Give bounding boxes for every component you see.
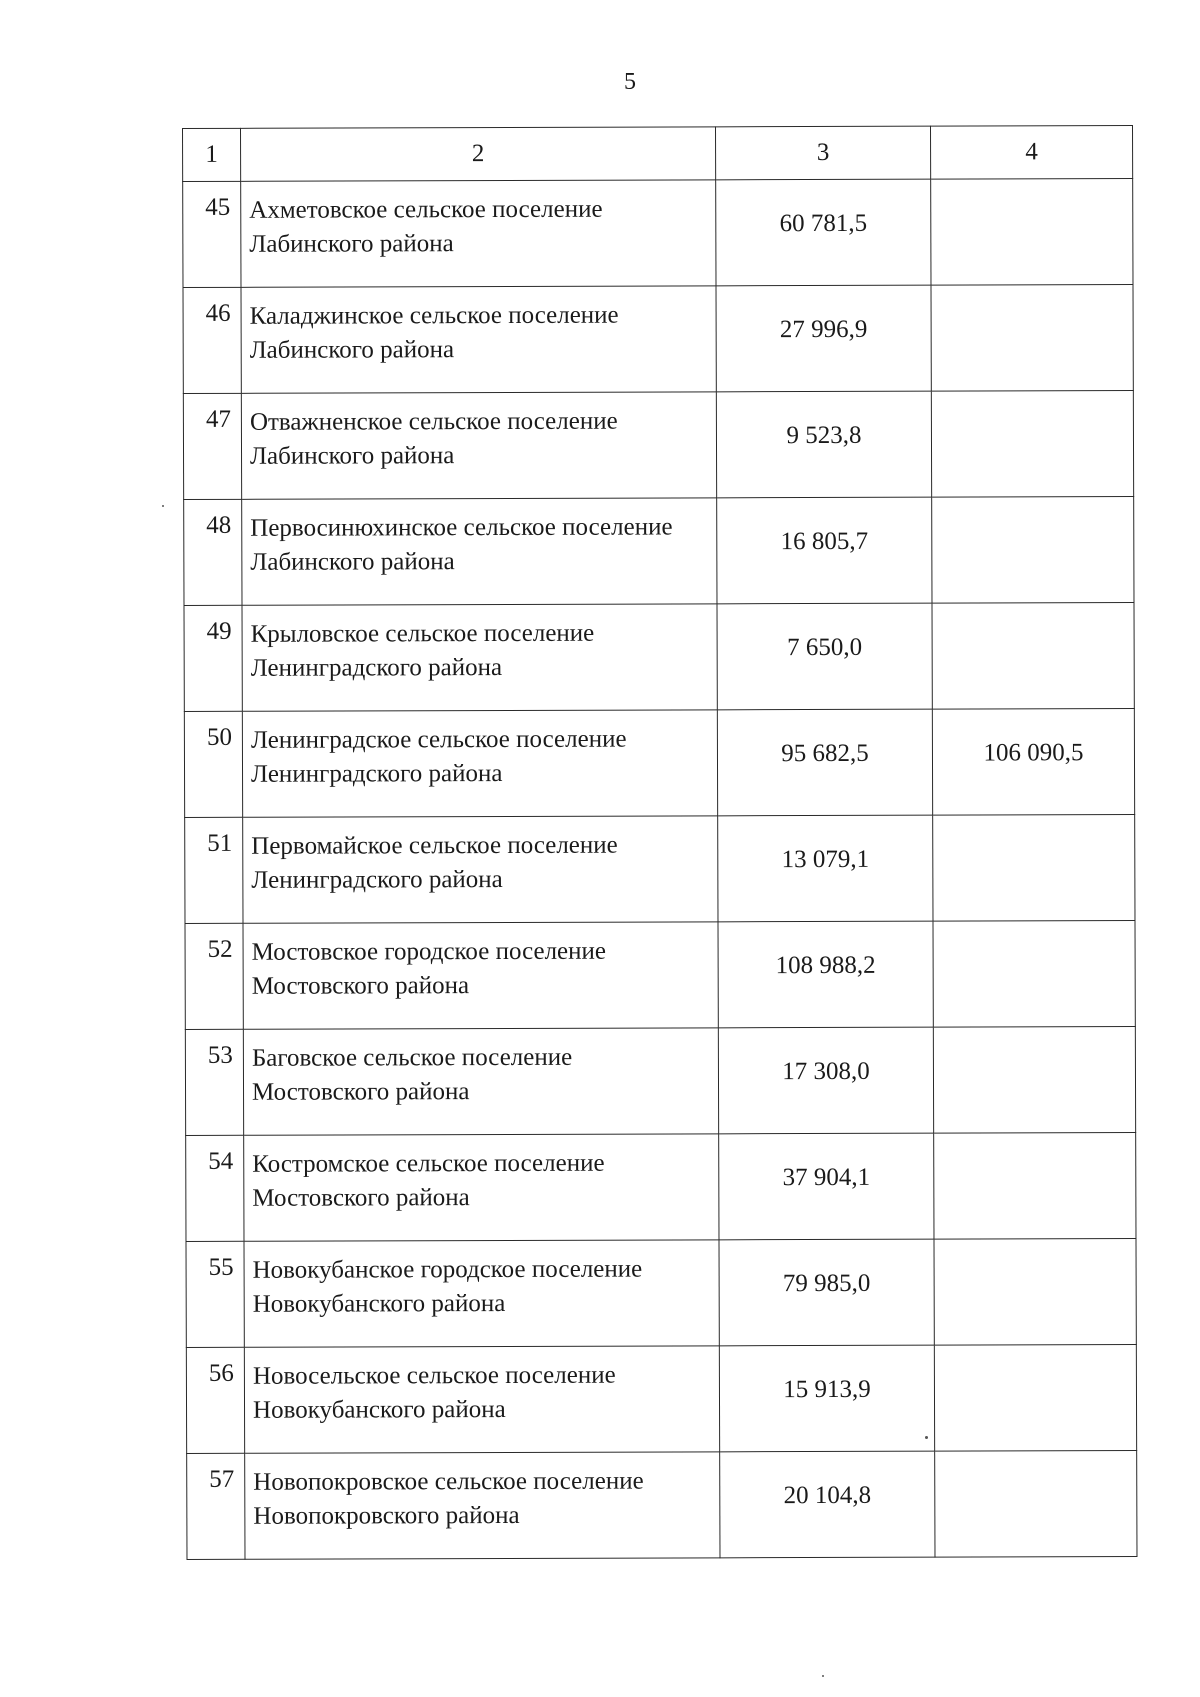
table-body [183,179,1137,1560]
settlement-name-cell: Мостовское городское поселение Мостовского района [243,922,718,1029]
column-4-value-cell [934,1239,1136,1346]
column-3-value-cell: 60 781,5 [716,179,931,286]
data-table [182,125,1137,1560]
row-number-cell: 50 [184,711,242,817]
settlement-name-cell: Первомайское сельское поселение Ленинградского района [243,816,718,923]
table-row [183,179,1133,288]
settlement-name-cell: Костромское сельское поселение Мостовского района [244,1134,719,1241]
column-3-value-cell: 108 988,2 [718,921,933,1028]
row-number-cell: 45 [183,181,241,287]
row-number-cell: 47 [183,393,241,499]
column-4-value-cell [931,179,1133,286]
column-4-value-cell [933,921,1135,1028]
table-header-row [183,126,1133,182]
row-number-cell: 54 [186,1135,244,1241]
column-3-value-cell: 17 308,0 [718,1027,933,1134]
column-3-value-cell: 20 104,8 [720,1451,935,1558]
column-3-value-cell: 37 904,1 [719,1133,934,1240]
column-3-value-cell: 13 079,1 [718,815,933,922]
column-4-value-cell [931,285,1133,392]
row-number-cell: 51 [185,817,243,923]
row-number-cell: 52 [185,923,243,1029]
settlement-name-cell: Отважненское сельское поселение Лабинского района [241,392,716,499]
table-row [183,285,1133,394]
scan-speck [925,1436,928,1439]
settlement-name-cell: Ленинградское сельское поселение Ленинградского района [242,710,717,817]
column-4-value-cell [932,497,1134,604]
column-4-value-cell [932,603,1134,710]
column-4-value-cell [934,1345,1136,1452]
column-4-value-cell [935,1451,1137,1558]
settlement-name-cell: Новопокровское сельское поселение Новопокровского района [245,1452,720,1559]
settlement-name-cell: Ахметовское сельское поселение Лабинского района [241,180,716,287]
table-row [186,1133,1136,1242]
column-4-value-cell [933,815,1135,922]
column-header-1: 1 [183,128,241,181]
table-row [185,815,1135,924]
column-4-value-cell [934,1133,1136,1240]
column-3-value-cell: 7 650,0 [717,603,932,710]
table-row [186,1239,1136,1348]
row-number-cell: 46 [183,287,241,393]
page-number: 5 [624,69,636,95]
table-row [184,603,1134,712]
settlement-name-cell: Новокубанское городское поселение Новокубанского района [244,1240,719,1347]
column-3-value-cell: 16 805,7 [717,497,932,604]
table-row [184,497,1134,606]
column-header-2: 2 [241,127,716,181]
column-header-3: 3 [715,126,930,180]
column-4-value-cell: 106 090,5 [932,709,1134,816]
row-number-cell: 57 [187,1453,245,1559]
row-number-cell: 53 [185,1029,243,1135]
row-number-cell: 55 [186,1241,244,1347]
column-3-value-cell: 79 985,0 [719,1239,934,1346]
table-row [183,391,1133,500]
scan-speck [822,1675,824,1677]
row-number-cell: 49 [184,605,242,711]
column-3-value-cell: 95 682,5 [717,709,932,816]
row-number-cell: 56 [186,1347,244,1453]
table-row [185,921,1135,1030]
settlement-name-cell: Крыловское сельское поселение Ленинградского района [242,604,717,711]
table-row [186,1345,1136,1454]
settlement-name-cell: Каладжинское сельское поселение Лабинского района [241,286,716,393]
settlement-name-cell: Новосельское сельское поселение Новокубанского района [244,1346,719,1453]
row-number-cell: 48 [184,499,242,605]
column-4-value-cell [933,1027,1135,1134]
column-3-value-cell: 27 996,9 [716,285,931,392]
settlement-name-cell: Первосинюхинское сельское поселение Лабинского района [242,498,717,605]
table-row [187,1451,1137,1560]
column-4-value-cell [931,391,1133,498]
column-3-value-cell: 15 913,9 [719,1345,934,1452]
settlement-name-cell: Баговское сельское поселение Мостовского района [243,1028,718,1135]
table-row [184,709,1134,818]
scan-speck [162,505,164,507]
column-3-value-cell: 9 523,8 [716,391,931,498]
table-row [185,1027,1135,1136]
column-header-4: 4 [930,126,1132,180]
